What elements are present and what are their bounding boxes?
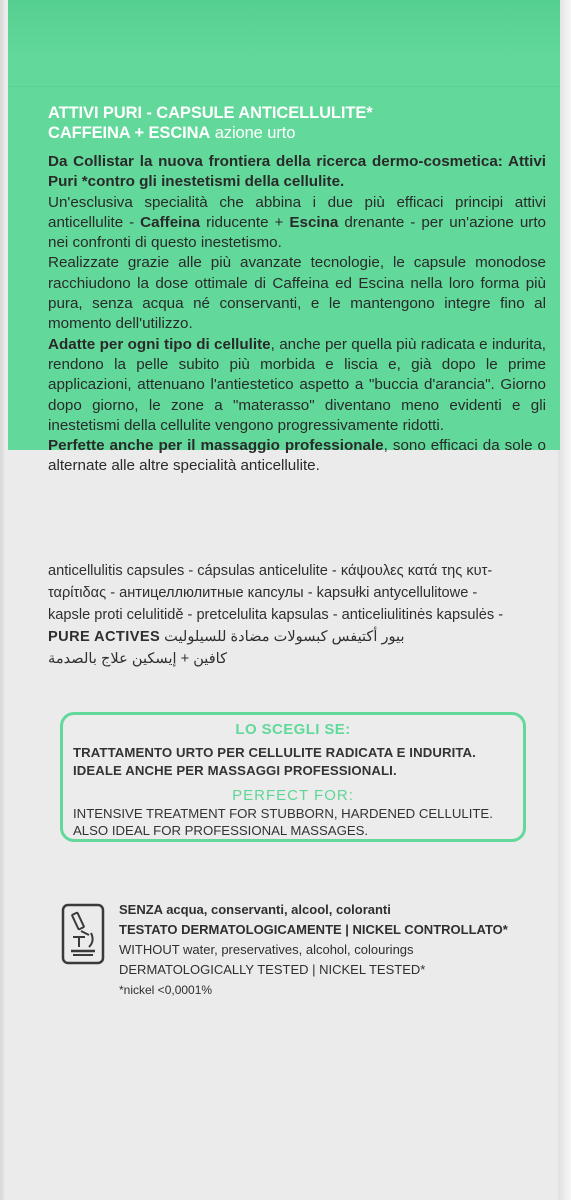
massage-bold: Perfette anche per il massaggio professionale (48, 437, 384, 455)
translation-row-4 (48, 626, 546, 648)
headline-action: azione urto (210, 124, 296, 142)
translations-block (48, 560, 546, 670)
panel-line-1-it: TRATTAMENTO URTO PER CELLULITE RADICATA E INDURITA. (73, 745, 476, 760)
translation-row-3: kapsle proti celulitidě - pretcelulita kapsulas - anticeliulitinės kapsulės - (48, 607, 504, 623)
claim-without: WITHOUT water, preservatives, alcohol, colourings (119, 942, 414, 957)
specialty-text-a: Un'esclusiva specialità che abbina i due più efficaci principi attivi anticellulite - (48, 193, 546, 231)
panel-line-2-it: IDEALE ANCHE PER MASSAGGI PROFESSIONALI. (73, 763, 397, 778)
product-claims (119, 900, 508, 1000)
massage-paragraph (48, 436, 546, 477)
panel-title-it: LO SCEGLI SE: (235, 721, 351, 738)
claim-tested: DERMATOLOGICALLY TESTED | NICKEL TESTED* (119, 962, 426, 977)
specialty-text-e: drenante - per un'azione urto nei confronti di questo inestetismo. (48, 213, 546, 252)
cellulite-text: , anche per quella più radicata e indurita, rendono la pelle subito più morbida e liscia e, già dopo le prime applicazioni, attenuano l'antiestetico aspetto a "buccia d'arancia". Giorno dopo giorno, le zone a "materasso" diventano meno evidenti e gli inestetismi della cellulite vengono progressivamente ridotti. (48, 335, 546, 434)
translation-row-5: كافين + إيسكين علاج بالصدمة (48, 651, 228, 667)
panel-line-2-en: ALSO IDEAL FOR PROFESSIONAL MASSAGES. (73, 823, 369, 838)
translation-row-2: ταρίτιδας - антицеллюлитные капсулы - kapsułki antycellulitowe - (48, 585, 478, 601)
panel-line-1-en: INTENSIVE TREATMENT FOR STUBBORN, HARDENED CELLULITE. (73, 806, 493, 821)
technology-paragraph: Realizzate grazie alle più avanzate tecnologie, le capsule monodose racchiudono la dose ottimale di Caffeina ed Escina nella loro forma più pura, senza acqua né conservanti, e le mantengono integre fino al momento dell'utilizzo. (48, 254, 546, 333)
claim-nickel-note: *nickel <0,0001% (119, 983, 213, 997)
headline-line1: ATTIVI PURI - CAPSULE ANTICELLULITE* (48, 104, 373, 122)
headline-line2 (48, 123, 546, 143)
arabic-product-name: بيور أكتيفس كبسولات مضادة للسيلوليت (164, 629, 405, 645)
claim-senza: SENZA acqua, conservanti, alcool, coloranti (119, 902, 391, 917)
escina-bold: Escina (289, 213, 339, 231)
specialty-paragraph (48, 193, 546, 254)
description (48, 152, 546, 477)
claim-testato: TESTATO DERMATOLOGICAMENTE | NICKEL CONTROLLATO* (119, 922, 508, 937)
cellulite-bold: Adatte per ogni tipo di cellulite (48, 335, 271, 353)
intro-bold: Da Collistar la nuova frontiera della ricerca dermo-cosmetica: Attivi Puri *contro gli inestetismi della cellulite. (48, 153, 546, 191)
brand-pure-actives: PURE ACTIVES (48, 629, 161, 645)
intro-paragraph (48, 152, 546, 193)
massage-text: , sono efficaci da sole o alternate alle altre specialità anticellulite. (48, 437, 546, 475)
microscope-icon (61, 903, 105, 965)
translation-row-1: anticellulitis capsules - cápsulas anticelulite - κάψουλες κατά της κυτ- (48, 563, 493, 579)
caffeina-bold: Caffeina (140, 213, 201, 231)
product-headline (48, 103, 546, 143)
panel-title-en: PERFECT FOR: (232, 787, 354, 804)
choose-if-panel (60, 712, 526, 842)
cellulite-paragraph (48, 335, 546, 436)
fold-line (8, 86, 560, 87)
specialty-text-c: riducente + (200, 213, 290, 231)
headline-actives: CAFFEINA + ESCINA (48, 124, 211, 142)
